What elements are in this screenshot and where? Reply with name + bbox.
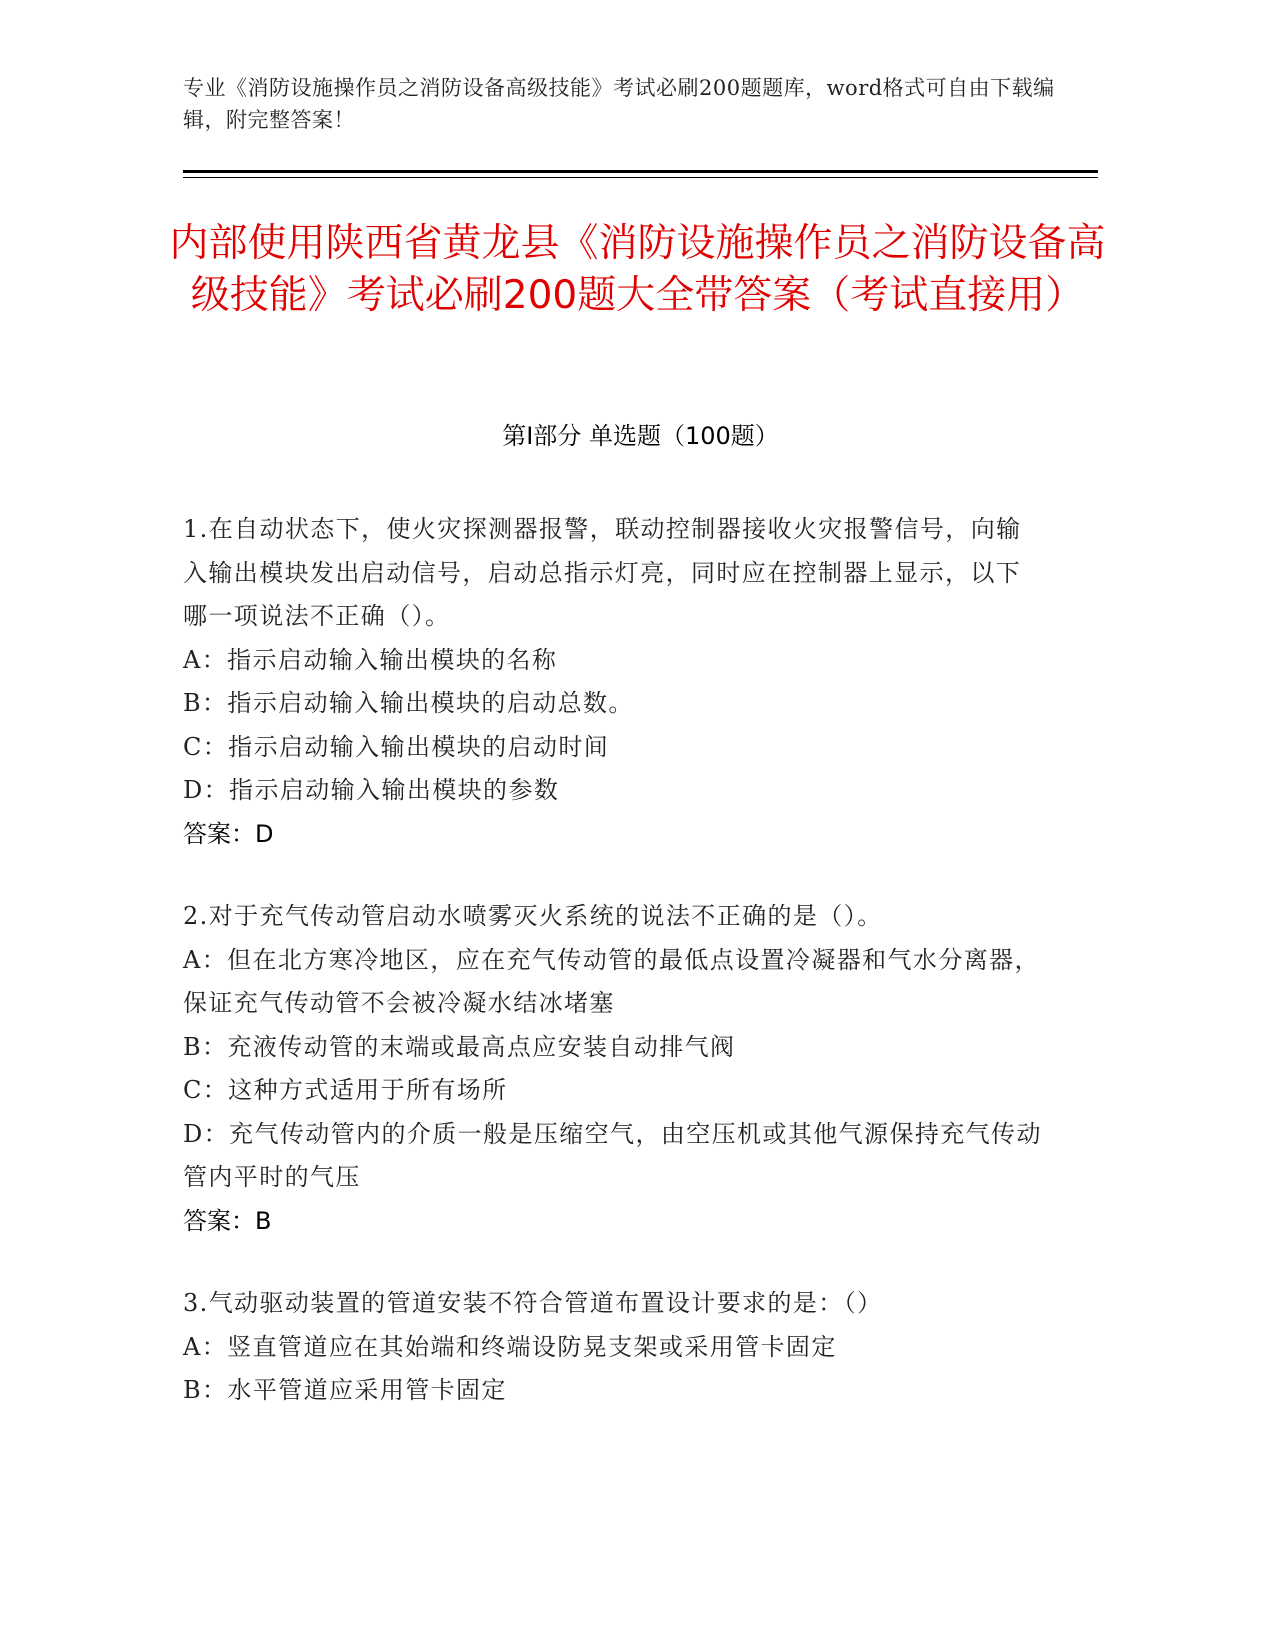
option-c: C：这种方式适用于所有场所 [183, 1076, 508, 1104]
header-divider-thin [183, 177, 1098, 178]
question-stem: 1.在自动状态下，使火灾探测器报警，联动控制器接收火灾报警信号，向输入输出模块发出启动信号，启动总指示灯亮，同时应在控制器上显示，以下哪一项说法不正确（）。 [183, 515, 1022, 630]
question-stem: 2.对于充气传动管启动水喷雾灭火系统的说法不正确的是（）。 [183, 902, 883, 930]
option-a: A：但在北方寒冷地区，应在充气传动管的最低点设置冷凝器和气水分离器，保证充气传动管不会被冷凝水结冰堵塞 [183, 945, 1040, 1017]
section-heading: 第I部分 单选题（100题） [502, 422, 779, 450]
option-a: A：竖直管道应在其始端和终端设防晃支架或采用管卡固定 [183, 1332, 837, 1361]
option-b: B：指示启动输入输出模块的启动总数。 [183, 689, 634, 717]
answer-key: 答案：D [183, 819, 274, 848]
option-d: D：指示启动输入输出模块的参数 [183, 776, 560, 804]
answer-key: 答案：B [183, 1206, 272, 1235]
question-item [183, 1282, 1043, 1413]
document-title: 内部使用陕西省黄龙县《消防设施操作员之消防设备高级技能》考试必刷200题大全带答案（考试直接用） [169, 221, 1106, 318]
option-a: A：指示启动输入输出模块的名称 [183, 645, 558, 674]
option-b: B：充液传动管的末端或最高点应安装自动排气阀 [183, 1032, 736, 1061]
option-c: C：指示启动输入输出模块的启动时间 [183, 732, 610, 761]
question-list [183, 508, 1043, 1452]
header-divider-thick [183, 170, 1098, 173]
header-note: 专业《消防设施操作员之消防设备高级技能》考试必刷200题题库，word格式可自由下载编辑，附完整答案！ [183, 76, 1055, 132]
option-b: B：水平管道应采用管卡固定 [183, 1376, 507, 1404]
question-stem: 3.气动驱动装置的管道安装不符合管道布置设计要求的是：（） [183, 1289, 883, 1317]
question-item [183, 895, 1043, 1243]
question-item [183, 508, 1043, 856]
option-d: D：充气传动管内的介质一般是压缩空气，由空压机或其他气源保持充气传动管内平时的气压 [183, 1119, 1042, 1191]
